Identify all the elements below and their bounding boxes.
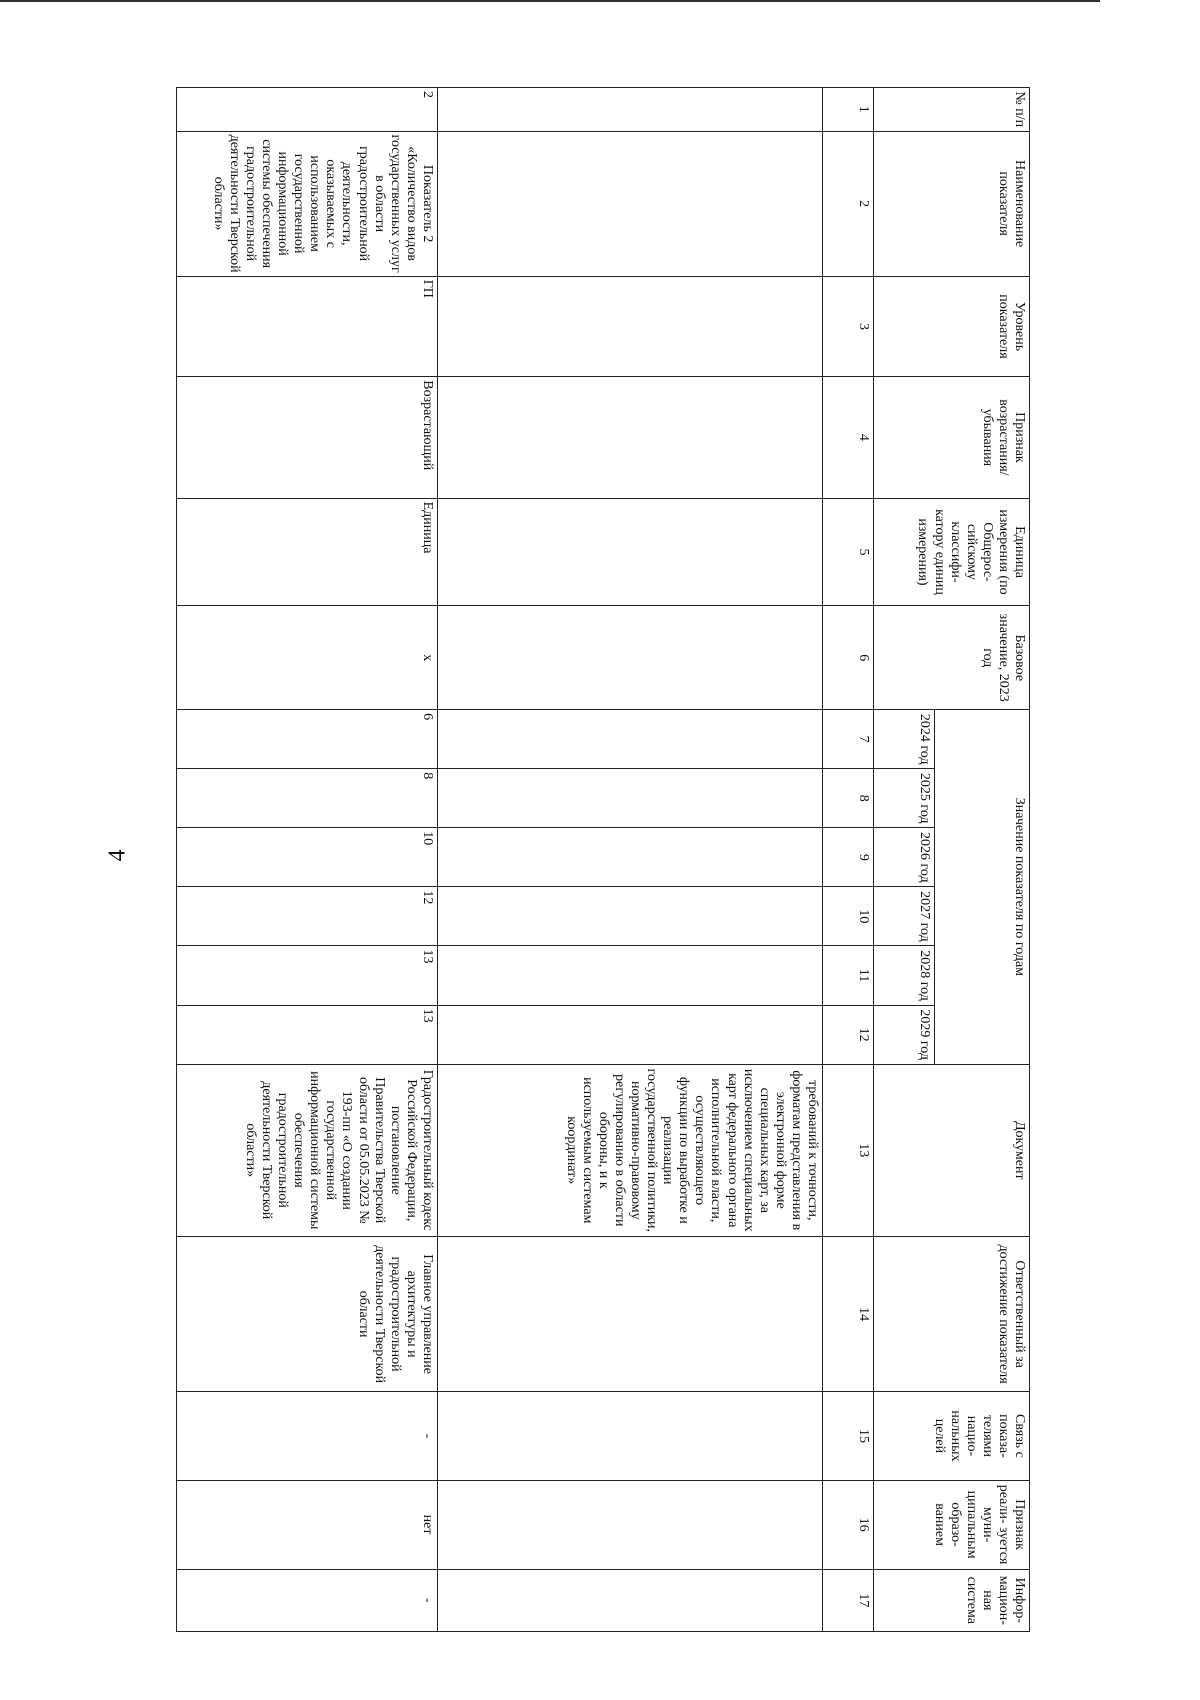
header-unit: Единица измерения (по Общерос- сийскому классифи- катору единиц измерения) <box>874 498 1030 606</box>
value-2024: 6 <box>177 710 438 769</box>
header-trend: Признак возрастания/ убывания <box>874 377 1030 498</box>
header-num: № п/п <box>874 88 1030 132</box>
value-2026: 10 <box>177 828 438 887</box>
header-year-2029: 2029 год <box>874 1005 935 1064</box>
indicators-table <box>176 87 1030 1632</box>
indicator-base-value: х <box>177 606 438 710</box>
value-2029: 13 <box>177 1005 438 1064</box>
continuation-row <box>437 88 822 1632</box>
header-year-2025: 2025 год <box>874 769 935 828</box>
header-base: Базовое значение, 2023 год <box>874 606 1030 710</box>
indicator-municipal: нет <box>177 1480 438 1569</box>
header-year-2024: 2024 год <box>874 710 935 769</box>
header-year-2027: 2027 год <box>874 887 935 946</box>
header-responsible: Ответственный за достижение показателя <box>874 1236 1030 1392</box>
column-number: 15 <box>823 1392 874 1480</box>
header-row <box>935 88 1030 1632</box>
scan-edge-line <box>0 0 1100 2</box>
continuation-document-cell: требований к точности, форматам представления в электронной форме специальных карт, за исключением специальных карт федерального органа исполнительной власти, осуществляющего функции по выработке и реализации государственной политики, нормативно-правовому регулированию в области обороны, и к используемым системам координат» <box>437 1064 822 1236</box>
indicator-unit: Единица <box>177 498 438 606</box>
column-number: 9 <box>823 828 874 887</box>
column-number: 6 <box>823 606 874 710</box>
header-year-2028: 2028 год <box>874 946 935 1005</box>
value-2027: 12 <box>177 887 438 946</box>
column-number-row <box>823 88 874 1632</box>
indicator-document: Градостроительный кодекс Российской Федерации, постановление Правительства Тверской области от 05.05.2023 № 193-пп «О создании государственной информационной системы обеспечения градостроительной деятельности Тверской области» <box>177 1064 438 1236</box>
indicator-national-goals-link: - <box>177 1392 438 1480</box>
page-number: 4 <box>104 849 131 862</box>
column-number: 5 <box>823 498 874 606</box>
column-number: 3 <box>823 276 874 377</box>
column-number: 10 <box>823 887 874 946</box>
header-municipal: Признак реали- зуется муни- ципальным образо- ванием <box>874 1480 1030 1569</box>
header-national-goals: Связь с показа- телями нацио- нальных целей <box>874 1392 1030 1480</box>
column-number: 1 <box>823 88 874 132</box>
indicator-responsible: Главное управление архитектуры и градостроительной деятельности Тверской области <box>177 1236 438 1392</box>
column-number: 16 <box>823 1480 874 1569</box>
column-number: 4 <box>823 377 874 498</box>
value-2028: 13 <box>177 946 438 1005</box>
row-number: 2 <box>177 88 438 132</box>
header-name: Наименование показателя <box>874 131 1030 276</box>
column-number: 11 <box>823 946 874 1005</box>
column-number: 12 <box>823 1005 874 1064</box>
table-row <box>177 88 438 1632</box>
indicator-trend: Возрастающий <box>177 377 438 498</box>
header-level: Уровень показателя <box>874 276 1030 377</box>
indicator-info-system: - <box>177 1569 438 1631</box>
header-info-system: Инфор- мацион- ная система <box>874 1569 1030 1631</box>
rotated-table-container <box>176 87 1030 1632</box>
column-number: 7 <box>823 710 874 769</box>
column-number: 14 <box>823 1236 874 1392</box>
column-number: 2 <box>823 131 874 276</box>
column-number: 17 <box>823 1569 874 1631</box>
column-number: 8 <box>823 769 874 828</box>
indicator-level: ГП <box>177 276 438 377</box>
header-document: Документ <box>874 1064 1030 1236</box>
indicator-name: Показатель 2 «Количество видов государственных услуг в области градостроительной деятельности, оказываемых с использованием государственной информационной системы обеспечения градостроительной деятельности Тверской области» <box>177 131 438 276</box>
header-values-by-year: Значение показателя по годам <box>935 710 1030 1065</box>
value-2025: 8 <box>177 769 438 828</box>
column-number: 13 <box>823 1064 874 1236</box>
header-year-2026: 2026 год <box>874 828 935 887</box>
